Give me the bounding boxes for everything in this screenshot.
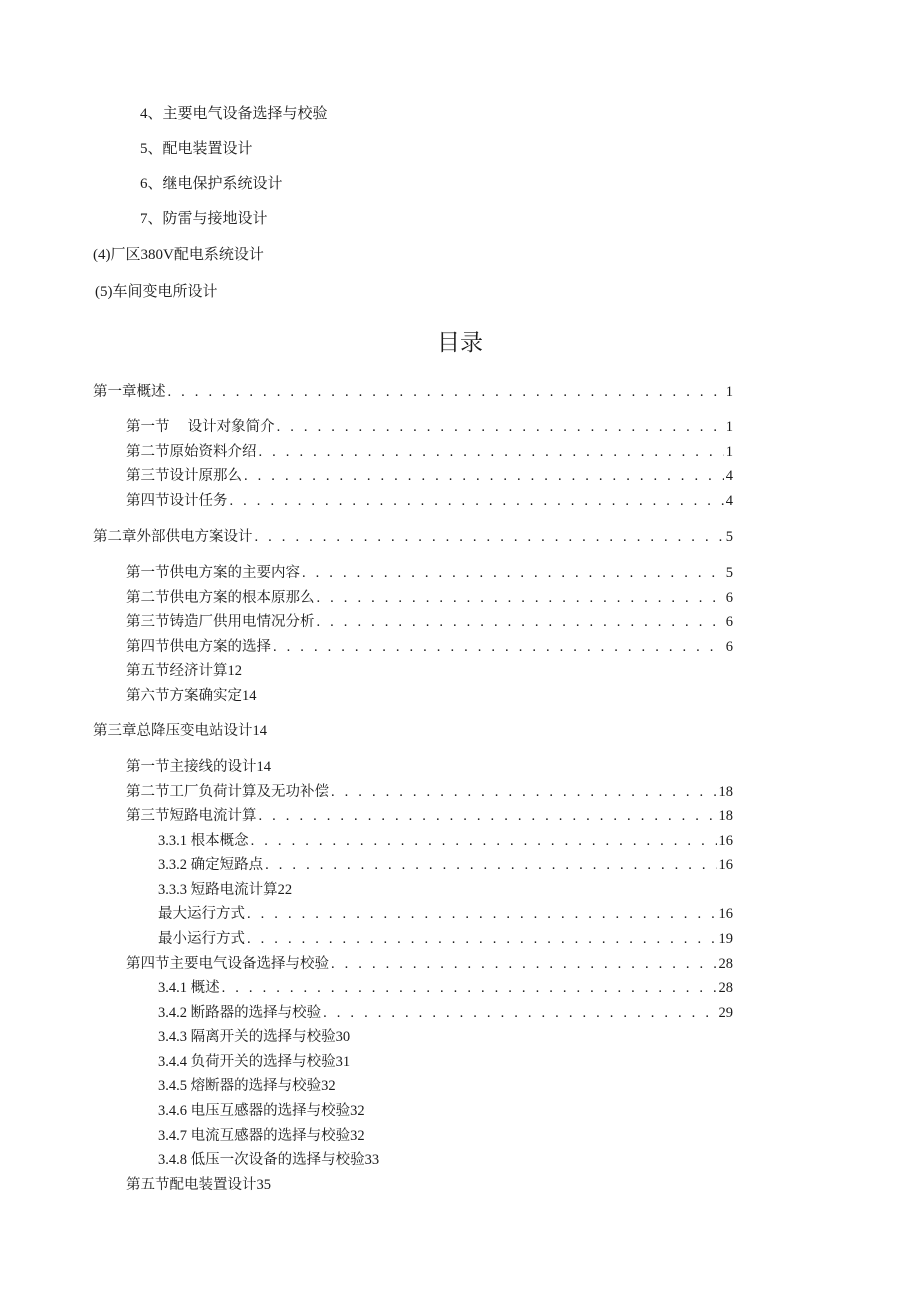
toc-entry-text: 第二节原始资料介绍 [126,444,257,460]
dot-leader [265,855,716,875]
toc-entry-text: 第三节设计原那么 [126,468,242,484]
dot-leader [273,637,724,657]
toc-entry-section[interactable] [126,588,733,608]
toc-entry-text: 3.4.1 概述 [158,980,220,996]
toc-entry-subsection[interactable]: 3.3.3 短路电流计算22 [158,882,293,898]
toc-entry-subsection[interactable] [158,855,733,875]
toc-page-number: 28 [718,980,733,996]
intro-line: (4)厂区380V配电系统设计 [93,247,264,263]
toc-entry-text: 3.3.1 根本概念 [158,833,249,849]
dot-leader [302,563,724,583]
toc-entry-subsection[interactable]: 3.4.8 低压一次设备的选择与校验33 [158,1152,380,1168]
toc-entry-subsection[interactable] [158,1003,733,1023]
intro-line: 5、配电装置设计 [140,141,253,157]
toc-entry-section[interactable] [126,806,733,826]
toc-entry-section[interactable]: 第六节方案确实定14 [126,688,257,704]
toc-page-number: 16 [718,833,733,849]
toc-page-number: 4 [725,493,733,509]
toc-entry-subsection[interactable]: 3.4.5 熔断器的选择与校验32 [158,1078,336,1094]
toc-entry-text: 最大运行方式 [158,906,245,922]
toc-page-number: 5 [725,565,733,581]
dot-leader [255,527,724,547]
toc-entry-subsection[interactable]: 3.4.7 电流互感器的选择与校验32 [158,1128,365,1144]
intro-line: 4、主要电气设备选择与校验 [140,106,328,122]
toc-entry-chapter[interactable] [93,382,733,402]
toc-entry-section[interactable] [126,466,733,486]
toc-entry-text: 第四节设计任务 [126,493,228,509]
toc-page-number: 28 [718,956,733,972]
dot-leader [331,954,717,974]
toc-page-number: 18 [718,808,733,824]
toc-page-number: 19 [718,931,733,947]
toc-entry-section[interactable] [126,442,733,462]
toc-entry-text: 第一节 设计对象简介 [126,419,275,435]
dot-leader [222,978,717,998]
intro-line: 7、防雷与接地设计 [140,211,268,227]
toc-entry-text: 第三节铸造厂供用电情况分析 [126,614,315,630]
toc-entry-section[interactable] [126,491,733,511]
dot-leader [259,442,724,462]
toc-entry-subsection[interactable] [158,978,733,998]
toc-page-number: 1 [725,444,733,460]
toc-page-number: 5 [725,529,733,545]
dot-leader [277,417,724,437]
toc-title: 目录 [437,330,483,355]
toc-entry-subsection[interactable] [158,929,733,949]
toc-page-number: 1 [725,384,733,400]
dot-leader [317,612,724,632]
toc-page-number: 6 [725,614,733,630]
toc-entry-text: 第二节供电方案的根本原那么 [126,590,315,606]
toc-entry-section[interactable] [126,954,733,974]
toc-page-number: 1 [725,419,733,435]
toc-entry-section[interactable]: 第五节配电装置设计35 [126,1177,271,1193]
dot-leader [251,831,717,851]
toc-entry-text: 第三节短路电流计算 [126,808,257,824]
toc-entry-text: 第一章概述 [93,384,166,400]
toc-page-number: 6 [725,639,733,655]
dot-leader [259,806,717,826]
dot-leader [244,466,724,486]
toc-entry-text: 第四节主要电气设备选择与校验 [126,956,329,972]
toc-entry-subsection[interactable]: 3.4.3 隔离开关的选择与校验30 [158,1029,351,1045]
toc-entry-section[interactable] [126,612,733,632]
toc-entry-text: 第二章外部供电方案设计 [93,529,253,545]
toc-entry-subsection[interactable] [158,831,733,851]
toc-entry-section[interactable] [126,417,733,437]
toc-page-number: 6 [725,590,733,606]
toc-entry-section[interactable] [126,563,733,583]
toc-entry-text: 第一节供电方案的主要内容 [126,565,300,581]
dot-leader [230,491,724,511]
toc-entry-section[interactable]: 第一节主接线的设计14 [126,759,271,775]
toc-entry-text: 第二节工厂负荷计算及无功补偿 [126,784,329,800]
toc-entry-text: 最小运行方式 [158,931,245,947]
toc-entry-chapter[interactable] [93,527,733,547]
dot-leader [247,904,717,924]
toc-entry-subsection[interactable]: 3.4.6 电压互感器的选择与校验32 [158,1103,365,1119]
toc-page-number: 18 [718,784,733,800]
toc-entry-text: 第四节供电方案的选择 [126,639,271,655]
toc-entry-chapter[interactable]: 第三章总降压变电站设计14 [93,723,267,739]
toc-entry-section[interactable] [126,637,733,657]
dot-leader [323,1003,716,1023]
toc-entry-text: 3.3.2 确定短路点 [158,857,264,873]
toc-page-number: 4 [725,468,733,484]
intro-line: (5)车间变电所设计 [95,284,218,300]
toc-entry-section[interactable]: 第五节经济计算12 [126,663,242,679]
toc-page-number: 16 [718,906,733,922]
dot-leader [168,382,724,402]
dot-leader [317,588,724,608]
toc-page-number: 16 [718,857,733,873]
dot-leader [247,929,717,949]
intro-line: 6、继电保护系统设计 [140,176,283,192]
toc-entry-text: 3.4.2 断路器的选择与校验 [158,1005,322,1021]
toc-entry-section[interactable] [126,782,733,802]
toc-page-number: 29 [718,1005,733,1021]
toc-entry-subsection[interactable] [158,904,733,924]
dot-leader [331,782,717,802]
toc-entry-subsection[interactable]: 3.4.4 负荷开关的选择与校验31 [158,1054,351,1070]
